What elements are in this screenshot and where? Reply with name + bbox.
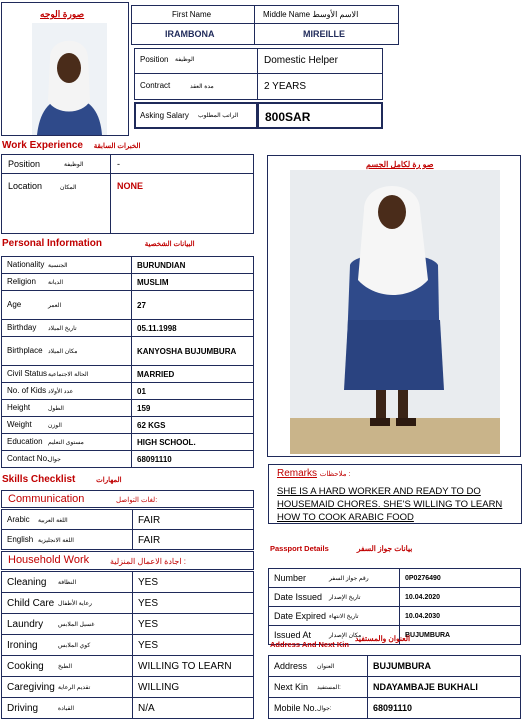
- contract-label-ar: مدة العقد: [190, 84, 214, 90]
- personal-row-label-ar: العمر: [48, 303, 62, 309]
- personal-row-value: 68091110: [137, 455, 172, 464]
- personal-row-label: Contact No.: [7, 454, 50, 463]
- salary-value-cell: [257, 102, 383, 129]
- personal-row-label-cell: [1, 273, 132, 291]
- personal-row-value: 27: [137, 301, 146, 310]
- task-row-label-cell: [1, 655, 133, 677]
- personal-row-value-cell: [131, 319, 254, 337]
- personal-row-label: Nationality: [7, 260, 45, 269]
- position-label: Position: [140, 55, 169, 64]
- salary-label-ar: الراتب المطلوب: [198, 113, 239, 119]
- task-row-value-cell: [132, 613, 254, 635]
- personal-row-value: 01: [137, 387, 146, 396]
- task-row-label: Caregiving: [7, 682, 55, 693]
- full-photo-image: [290, 170, 500, 454]
- passport-row-value: BUJUMBURA: [405, 632, 451, 639]
- first-name-label: First Name: [172, 10, 212, 19]
- task-row-value: WILLING: [138, 682, 180, 693]
- passport-row-value: 0P0276490: [405, 575, 441, 582]
- personal-row-value-cell: [131, 273, 254, 291]
- passport-row-label-cell: [268, 587, 400, 607]
- communication-header-cell: [1, 490, 254, 508]
- position-label-cell: [134, 48, 258, 74]
- contract-value: 2 YEARS: [264, 81, 307, 92]
- task-row-value-cell: [132, 634, 254, 656]
- full-photo: [290, 170, 500, 454]
- address-row-label-ar: المستفيد:: [317, 685, 341, 691]
- personal-row-value-cell: [131, 382, 254, 400]
- personal-row-label-cell: [1, 319, 132, 337]
- personal-row-value-cell: [131, 399, 254, 417]
- task-row-label-cell: [1, 676, 133, 698]
- task-row-label: Laundry: [7, 619, 44, 630]
- passport-row-label: Date Expired: [274, 611, 327, 621]
- personal-row-value-cell: [131, 290, 254, 320]
- personal-row-label: Religion: [7, 277, 36, 286]
- personal-row-label-ar: الحالة الاجتماعية: [48, 372, 89, 378]
- passport-title: [270, 544, 412, 553]
- personal-row-label: No. of Kids: [7, 386, 47, 395]
- middle-name-value: MIREILLE: [303, 29, 345, 39]
- face-photo-frame: [1, 2, 129, 136]
- passport-row-value-cell: [399, 587, 521, 607]
- passport-row-label-ar: رقم جواز السفر: [329, 576, 369, 582]
- personal-row-value-cell: [131, 336, 254, 366]
- task-row-value-cell: [132, 655, 254, 677]
- personal-row-value-cell: [131, 433, 254, 451]
- personal-row-label-ar: جوال: [48, 457, 61, 463]
- personal-row-label: Age: [7, 300, 22, 309]
- task-row-label-ar: رعاية الأطفال: [58, 601, 92, 607]
- we-position-value: -: [117, 159, 120, 169]
- passport-row-label: Number: [274, 573, 307, 583]
- task-row-label: Cleaning: [7, 577, 47, 588]
- personal-row-label-ar: تاريخ الميلاد: [48, 326, 77, 332]
- personal-info-title-en: Personal Information: [2, 238, 103, 249]
- address-row-label-ar: العنوان: [317, 664, 335, 670]
- full-photo-caption: صو رة لكامل الجسم: [366, 160, 434, 169]
- skills-title-ar: المهارات: [96, 477, 122, 484]
- task-row-value: YES: [138, 598, 159, 609]
- address-row-label-ar: جوال:: [317, 706, 332, 712]
- task-row-label: Driving: [7, 703, 39, 714]
- personal-row-label-cell: [1, 336, 132, 366]
- address-title-ar: العنوان والمستفيد: [355, 634, 411, 643]
- address-row-value-cell: [367, 655, 521, 677]
- passport-row-value: 10.04.2030: [405, 613, 441, 620]
- personal-row-label-cell: [1, 382, 132, 400]
- language-row-value: FAIR: [138, 514, 161, 526]
- we-position-label-ar: الوظيفة: [64, 162, 84, 168]
- personal-row-label-ar: الطول: [48, 406, 64, 412]
- first-name-cell: [131, 23, 255, 45]
- task-row-label-cell: [1, 634, 133, 656]
- personal-row-label-ar: مكان الميلاد: [48, 349, 78, 355]
- address-title-en: Address And Next Kin: [270, 640, 349, 649]
- remarks-title-en: Remarks: [277, 468, 318, 479]
- personal-row-value-cell: [131, 256, 254, 274]
- passport-row-label-cell: [268, 606, 400, 626]
- position-value-cell: [257, 48, 383, 74]
- personal-row-label: Birthday: [7, 323, 37, 332]
- language-row-label-ar: اللغة العربية: [38, 517, 68, 524]
- we-location-label-cell: [1, 173, 111, 234]
- middle-name-cell: [254, 23, 399, 45]
- task-row-label-cell: [1, 571, 133, 593]
- task-row-value-cell: [132, 676, 254, 698]
- remarks-title-ar: ملاحظات :: [319, 471, 351, 478]
- personal-row-label-cell: [1, 290, 132, 320]
- work-experience-title-ar: الخبرات السابقة: [93, 143, 141, 150]
- personal-row-value: 05.11.1998: [137, 324, 177, 333]
- personal-row-value-cell: [131, 416, 254, 434]
- personal-row-label: Civil Status: [7, 369, 48, 378]
- we-position-label: Position: [8, 159, 41, 169]
- address-row-value-cell: [367, 697, 521, 719]
- language-row-value-cell: [132, 529, 254, 550]
- personal-row-label-ar: الديانة: [48, 280, 64, 286]
- task-row-label: Ironing: [7, 640, 38, 651]
- task-row-value-cell: [132, 571, 254, 593]
- personal-row-value: HIGH SCHOOL.: [137, 438, 196, 447]
- task-row-value-cell: [132, 697, 254, 719]
- task-row-label-cell: [1, 613, 133, 635]
- personal-row-label: Education: [7, 437, 43, 446]
- passport-row-label-ar: مكان الإصدار: [329, 633, 362, 639]
- passport-row-label: Date Issued: [274, 592, 323, 602]
- passport-row-label: Issued At: [274, 630, 312, 640]
- household-title: Household Work: [8, 554, 90, 566]
- position-value: Domestic Helper: [264, 55, 338, 66]
- household-header-cell: [1, 551, 254, 570]
- address-row-label: Address: [274, 661, 308, 671]
- salary-value: 800SAR: [265, 110, 311, 124]
- personal-row-value: 62 KGS: [137, 421, 166, 430]
- passport-row-label-ar: تاريخ الإصدار: [329, 595, 361, 601]
- address-row-value: BUJUMBURA: [373, 661, 431, 671]
- address-row-value: NDAYAMBAJE BUKHALI: [373, 682, 478, 692]
- address-row-label: Mobile No.: [274, 703, 318, 713]
- first-name-label-cell: [131, 5, 255, 24]
- salary-label: Asking Salary: [140, 111, 189, 120]
- personal-row-label-cell: [1, 433, 132, 451]
- personal-row-value: 159: [137, 404, 151, 413]
- passport-title-en: Passport Details: [270, 544, 329, 553]
- language-row-label: English: [7, 534, 34, 544]
- personal-row-value-cell: [131, 365, 254, 383]
- task-row-label-ar: الطبخ: [58, 664, 73, 670]
- task-row-value: YES: [138, 619, 159, 630]
- personal-info-title: [2, 238, 195, 249]
- task-row-label-cell: [1, 592, 133, 614]
- personal-row-label: Birthplace: [7, 346, 43, 355]
- salary-label-cell: [134, 102, 258, 129]
- personal-row-label-ar: الجنسية: [48, 263, 68, 269]
- middle-name-label-cell: [254, 5, 399, 24]
- task-row-value: YES: [138, 640, 159, 651]
- personal-row-label-cell: [1, 399, 132, 417]
- address-row-label-cell: [268, 697, 368, 719]
- position-label-ar: الوظيفة: [175, 57, 195, 63]
- personal-row-label-ar: مستوى التعليم: [48, 440, 84, 446]
- task-row-label: Cooking: [7, 661, 44, 672]
- skills-title-en: Skills Checklist: [2, 474, 76, 485]
- address-row-label: Next Kin: [274, 682, 309, 692]
- communication-title-ar: لغات التواصل:: [116, 497, 158, 504]
- we-location-value: NONE: [117, 181, 144, 191]
- passport-row-value-cell: [399, 568, 521, 588]
- task-row-value: WILLING TO LEARN: [138, 661, 232, 672]
- task-row-value: N/A: [138, 703, 155, 714]
- task-row-value: YES: [138, 577, 159, 588]
- personal-row-value: KANYOSHA BUJUMBURA: [137, 347, 237, 356]
- task-row-label-cell: [1, 697, 133, 719]
- personal-row-value: MARRIED: [137, 370, 175, 379]
- we-location-label: Location: [8, 181, 43, 191]
- language-row-value-cell: [132, 509, 254, 530]
- face-photo-caption: صورة الوجه: [40, 9, 85, 19]
- language-row-label: Arabic: [7, 514, 30, 524]
- address-row-label-cell: [268, 655, 368, 677]
- task-row-label-ar: تقديم الرعاية: [58, 685, 91, 691]
- passport-row-label-ar: تاريخ الانتهاء: [329, 614, 359, 620]
- contract-label: Contract: [140, 81, 171, 90]
- remarks-box: [268, 464, 522, 524]
- household-title-ar: اجادة الاعمال المنزلية :: [110, 557, 186, 566]
- face-photo-image: [32, 23, 107, 135]
- passport-row-label-cell: [268, 568, 400, 588]
- passport-title-ar: بيانات جواز السفر: [356, 544, 413, 553]
- personal-row-label: Weight: [7, 420, 32, 429]
- task-row-value-cell: [132, 592, 254, 614]
- personal-row-label-cell: [1, 256, 132, 274]
- address-row-value-cell: [367, 676, 521, 698]
- we-position-label-cell: [1, 154, 111, 174]
- personal-row-value: BURUNDIAN: [137, 261, 186, 270]
- personal-row-value: MUSLIM: [137, 278, 169, 287]
- full-photo-frame: [267, 155, 521, 457]
- task-row-label: Child Care: [7, 598, 55, 609]
- first-name-value: IRAMBONA: [165, 29, 215, 39]
- contract-value-cell: [257, 73, 383, 100]
- personal-info-title-ar: البيانات الشخصية: [144, 241, 195, 248]
- personal-row-value-cell: [131, 450, 254, 468]
- we-location-label-ar: المكان: [60, 185, 77, 191]
- personal-row-label-ar: عدد الأولاد: [48, 389, 74, 395]
- task-row-label-ar: كوي الملابس: [58, 643, 91, 649]
- we-position-value-cell: [110, 154, 254, 174]
- language-row-label-ar: اللغة الانجليزية: [38, 537, 74, 544]
- personal-row-label-ar: الوزن: [48, 423, 62, 429]
- language-row-label-cell: [1, 529, 133, 550]
- address-row-label-cell: [268, 676, 368, 698]
- remarks-text: SHE IS A HARD WORKER AND READY TO DO HOUSEMAID CHORES. SHE'S WILLING TO LEARN HOW TO COOK ARABIC FOOD: [277, 486, 503, 523]
- address-row-value: 68091110: [373, 703, 413, 713]
- task-row-label-ar: غسيل الملابس: [58, 622, 95, 628]
- passport-row-value-cell: [399, 625, 521, 645]
- personal-row-label-cell: [1, 365, 132, 383]
- passport-row-value-cell: [399, 606, 521, 626]
- communication-title: Communication: [8, 493, 85, 505]
- face-photo: [32, 23, 107, 135]
- personal-row-label-cell: [1, 450, 132, 468]
- personal-row-label: Height: [7, 403, 31, 412]
- task-row-label-ar: النظافة: [58, 580, 77, 586]
- we-location-value-cell: [110, 173, 254, 234]
- passport-row-value: 10.04.2020: [405, 594, 441, 601]
- language-row-value: FAIR: [138, 534, 161, 546]
- personal-row-label-cell: [1, 416, 132, 434]
- skills-title: [2, 474, 122, 485]
- work-experience-title: [2, 140, 141, 151]
- contract-label-cell: [134, 73, 258, 100]
- work-experience-title-en: Work Experience: [2, 140, 83, 151]
- language-row-label-cell: [1, 509, 133, 530]
- middle-name-label: Middle Name الاسم الأوسط: [263, 10, 359, 19]
- remarks-title: [277, 468, 350, 479]
- task-row-label-ar: القيادة: [58, 706, 74, 712]
